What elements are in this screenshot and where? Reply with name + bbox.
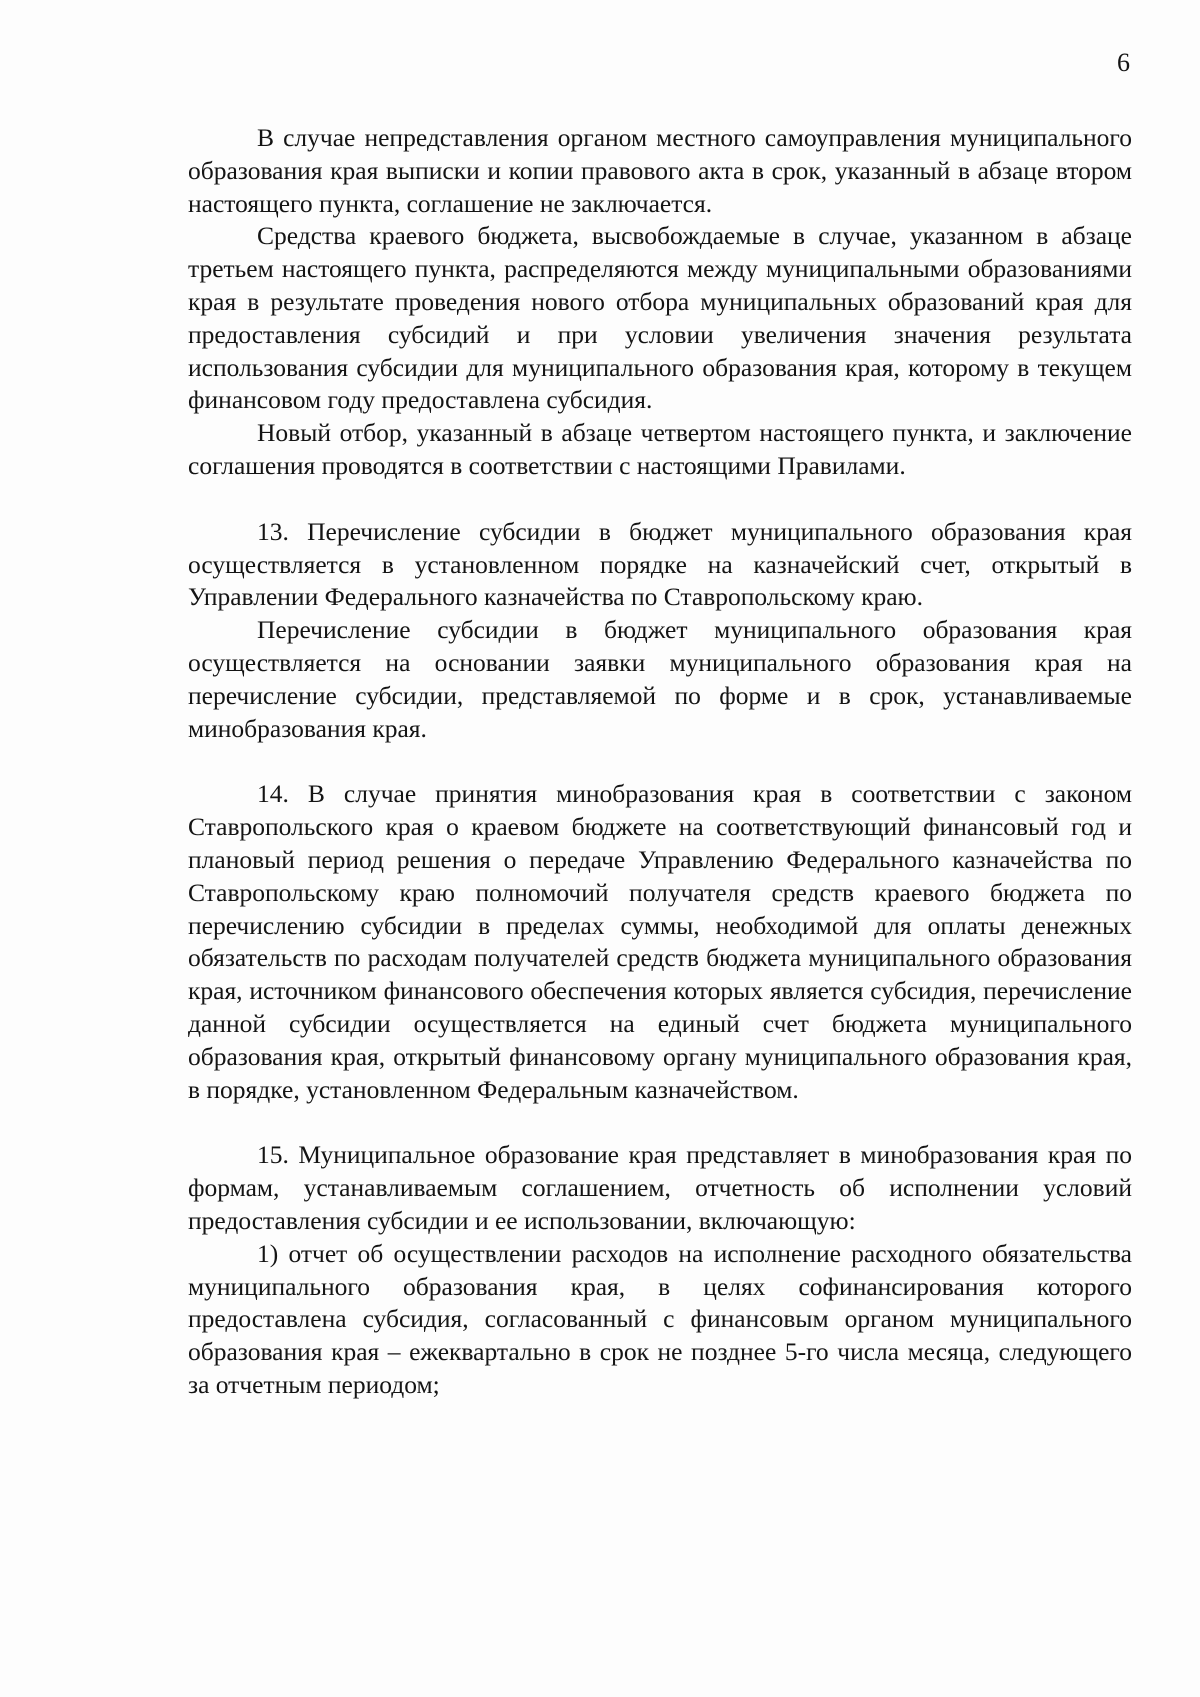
paragraph-section-14: 14. В случае принятия минобразования края в соответствии с законом Ставропольского края о краевом бюджете на соответствующий финансовый год и плановый период решения о передаче Управлению Федерального казначейства по Ставропольскому краю полномочий получателя средств краевого бюджета по перечислению субсидии в пределах суммы, необходимой для оплаты денежных обязательств по расходам получателей средств бюджета муниципального образования края, источником финансового обеспечения которых является субсидия, перечисление данной субсидии осуществляется на единый счет бюджета муниципального образования края, открытый финансовому органу муниципального образования края, в порядке, установленном Федеральным казначейством. <box>188 779 1132 1104</box>
paragraph-section-13: 13. Перечисление субсидии в бюджет муниципального образования края осуществляется в установленном порядке на казначейский счет, открытый в Управлении Федерального казначейства по Ставропольскому краю. <box>188 516 1132 612</box>
paragraph-section-15: 15. Муниципальное образование края представляет в минобразования края по формам, устанавливаемым соглашением, отчетность об исполнении условий предоставления субсидии и ее использовании, включающую: <box>188 1140 1132 1235</box>
paragraph-item-1: 1) отчет об осуществлении расходов на исполнение расходного обязательства муниципального образования края, в целях софинансирования которого предоставлена субсидия, согласованный с финансовым органом муниципального образования края – ежеквартально в срок не позднее 5-го числа месяца, следующего за отчетным периодом; <box>188 1238 1132 1399</box>
paragraph-new-selection: Новый отбор, указанный в абзаце четвертом настоящего пункта, и заключение соглашения проводятся в соответствии с настоящими Правилами. <box>188 418 1132 480</box>
paragraph-non-submission: В случае непредставления органом местного самоуправления муниципального образования края выписки и копии правового акта в срок, указанный в абзаце втором настоящего пункта, соглашение не заключается. <box>188 123 1132 218</box>
paragraph-released-funds: Средства краевого бюджета, высвобождаемые в случае, указанном в абзаце третьем настоящего пункта, распределяются между муниципальными образованиями края в результате проведения нового отбора муниципальных образований края для предоставления субсидий и при условии увеличения значения результата использования субсидии для муниципального образования края, которому в текущем финансовом году предоставлена субсидия. <box>188 221 1132 415</box>
section-gap <box>188 483 1132 516</box>
section-gap <box>188 1106 1132 1139</box>
page-number: 6 <box>1117 48 1130 77</box>
paragraph-transfer-request: Перечисление субсидии в бюджет муниципального образования края осуществляется на основании заявки муниципального образования края на перечисление субсидии, представляемой по форме и в срок, устанавливаемые минобразования края. <box>188 615 1132 743</box>
section-gap <box>188 745 1132 778</box>
document-body <box>188 122 1132 1402</box>
